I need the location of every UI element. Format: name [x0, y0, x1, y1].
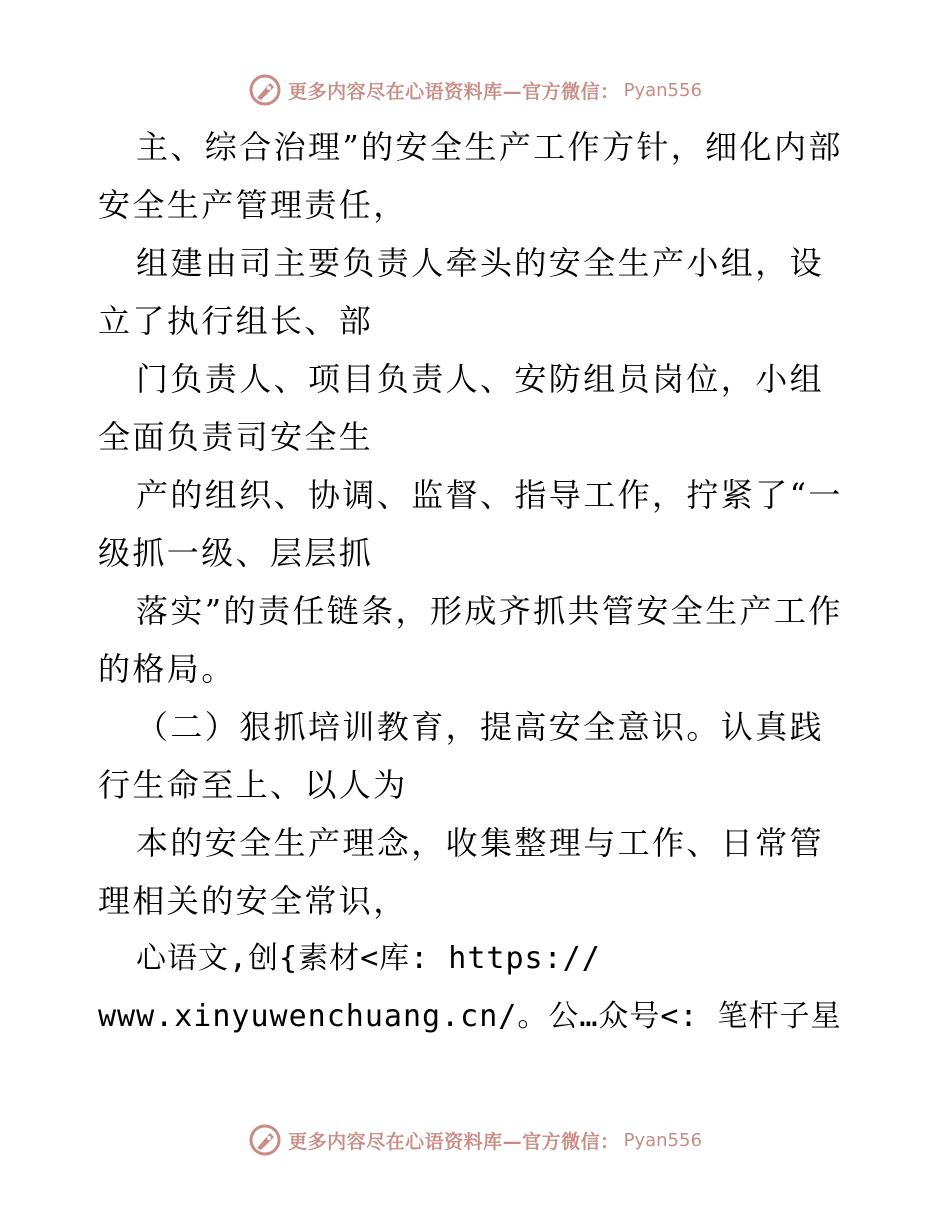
paragraph: 落实”的责任链条，形成齐抓共管安全生产工作的格局。: [98, 592, 843, 688]
paragraph: 门负责人、项目负责人、安防组员岗位，小组全面负责司安全生: [98, 360, 825, 456]
header-banner-wechat: Pyan556: [623, 79, 702, 101]
paragraph: 主、综合治理”的安全生产工作方针，细化内部安全生产管理责任，: [98, 128, 843, 224]
pen-nib-logo-icon: [248, 1123, 282, 1157]
paragraph: 产的组织、协调、监督、指导工作，拧紧了“一级抓一级、层层抓: [98, 476, 843, 572]
paragraph: 组建由司主要负责人牵头的安全生产小组，设立了执行组长、部: [98, 244, 825, 340]
header-banner-text: 更多内容尽在心语资料库—官方微信：: [288, 80, 620, 103]
document-body: [98, 118, 858, 1046]
paragraph: www.xinyuwenchuang.cn/。公…众号<: 笔杆子星: [98, 999, 842, 1034]
footer-banner: [0, 1120, 950, 1160]
header-banner: [0, 70, 950, 110]
footer-banner-text: 更多内容尽在心语资料库—官方微信：: [288, 1130, 620, 1153]
paragraph: （二）狠抓培训教育，提高安全意识。认真践行生命至上、以人为: [98, 708, 825, 804]
pen-nib-logo-icon: [248, 73, 282, 107]
paragraph: 心语文,创{素材<库: https://: [136, 941, 601, 976]
paragraph: 本的安全生产理念，收集整理与工作、日常管理相关的安全常识，: [98, 824, 825, 920]
footer-banner-wechat: Pyan556: [623, 1129, 702, 1151]
